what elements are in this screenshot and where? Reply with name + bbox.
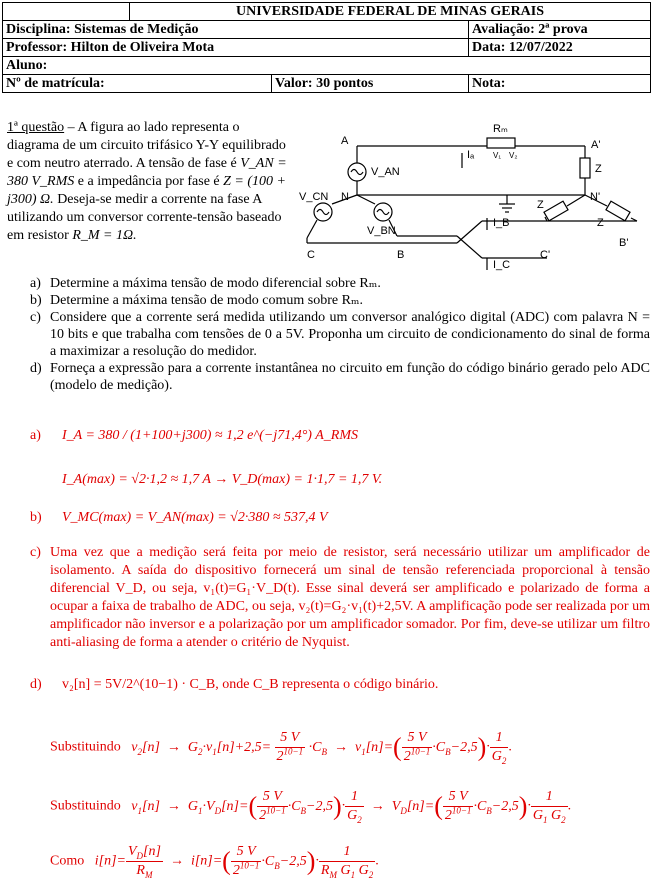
label-z-1: Z	[595, 163, 602, 175]
node-n-prime: N'	[590, 191, 601, 203]
value-field: Valor: 30 pontos	[272, 75, 469, 93]
label-v1: V₁	[493, 151, 502, 160]
label-v2: V₂	[509, 151, 518, 160]
label-z-3: Z	[597, 217, 604, 229]
list-item: d) Forneça a expressão para a corrente instantânea no circuito em função do código binário gerado pelo ADC (modelo de medição).	[30, 361, 650, 393]
subst-1-row: Substituindo $v_2[n] \to G_2\cdot v_1[n]+2,5=$ $\frac{5 V}{2^{10-1}}$ $\cdot C_B \to v_1[n]=$( $\frac{5 V}{2^{10-1}}$ $\cdot C_B-2,5)\cdot$ $\frac{1}{G_2}$ .	[50, 730, 512, 766]
question-items	[30, 275, 650, 394]
subst-2-label: Substituindo	[50, 798, 121, 814]
header-table	[2, 2, 651, 93]
node-b-prime: B'	[619, 237, 629, 249]
answer-b-label: b)	[30, 510, 42, 525]
discipline: Disciplina: Sistemas de Medição	[3, 21, 469, 39]
list-item: b) Determine a máxima tensão de modo comum sobre Rₘ.	[30, 293, 364, 308]
como-label: Como	[50, 853, 85, 869]
logo-cell	[3, 3, 130, 21]
answer-d-label: d)	[30, 677, 42, 692]
label-vbn: V_BN	[367, 225, 396, 237]
evaluation: Avaliação: 2ª prova	[469, 21, 651, 39]
node-n: N	[341, 191, 349, 203]
grade-field: Nota:	[469, 75, 651, 93]
label-rm: Rₘ	[493, 123, 508, 135]
answer-a-line2: I_A(max) = √2·1,2 ≈ 1,7 A → V_D(max) = 1·1,7 = 1,7 V.	[62, 472, 383, 487]
label-ic: I_C	[493, 259, 511, 271]
label-vcn: V_CN	[299, 191, 329, 203]
label-ib: I_B	[493, 217, 510, 229]
registration-field: Nº de matrícula:	[3, 75, 272, 93]
date: Data: 12/07/2022	[469, 39, 651, 57]
circuit-diagram	[297, 118, 649, 274]
answer-c-text: Uma vez que a medição será feita por meio de resistor, será necessário utilizar um amplificador de isolamento. A saída do dispositivo fornecerá um sinal de tensão referenciada proporcional à tensão diferencial V_D, ou seja, v₁(t)=G₁·V_D(t). Esse sinal deverá ser amplificado e polarizado de forma a ocupar a faixa de trabalho de ADC, ou seja, v₂(t)=G₂·v₁(t)+2,5V. A amplificação pode ser realizada por um amplificador não inversor e a polarização por um amplificador somador. Por fim, deve-se utilizar um filtro anti-aliasing de forma a atender o critério de Nyquist.	[50, 545, 650, 650]
answer-a-line1: I_A = 380 / (1+100+j300) ≈ 1,2 e^(−j71,4°) A_RMS	[62, 428, 358, 443]
node-a-prime: A'	[591, 139, 601, 151]
question-statement	[7, 119, 292, 245]
impedance-expression: Z = (100 + j300) Ω.	[7, 174, 286, 207]
university-name: UNIVERSIDADE FEDERAL DE MINAS GERAIS	[130, 3, 651, 21]
list-item: c) Considere que a corrente será medida utilizando um conversor analógico digital (ADC) com palavra N = 10 bits e que trabalha com tensões de 0 a 5V. Proponha um circuito de condicionamento do sinal de forma a maximizar a resolução do medidor.	[30, 310, 650, 359]
van-expression: V_AN = 380 V_RMS	[7, 156, 287, 189]
answer-b-line: V_MC(max) = V_AN(max) = √2·380 ≈ 537,4 V	[62, 510, 328, 525]
subst-1-label: Substituindo	[50, 739, 121, 755]
label-van: V_AN	[371, 166, 400, 178]
professor: Professor: Hilton de Oliveira Mota	[3, 39, 469, 57]
node-a: A	[341, 135, 349, 147]
question-text-1: – A figura ao lado representa o diagrama de um circuito trifásico Y-Y equilibrado e com neutro aterrado. A tensão de fase é	[7, 120, 286, 171]
question-text-2: e a impedância por fase é	[74, 174, 224, 189]
question-text-3: Deseja-se medir a corrente na fase A utilizando um conversor corrente-tensão baseado em resistor	[7, 192, 282, 243]
label-z-2: Z	[537, 199, 544, 211]
answer-c-label: c)	[30, 545, 41, 560]
subst-2-row: Substituindo $v_1[n] \to G_1\cdot V_D[n]=$( $\frac{5 V}{2^{10-1}}$ $\cdot C_B-2,5)\cdot$ $\frac{1}{G_2}$ → $V_D[n]=$( $\frac{5 V}{2^{10-1}}$ $\cdot C_B-2,5)\cdot$ $\frac{1}{G_1 G_2}$ .	[50, 789, 572, 825]
student-field: Aluno:	[3, 57, 651, 75]
rm-expression: R_M = 1Ω.	[72, 228, 137, 243]
question-number: 1ª questão	[7, 120, 65, 135]
answer-a-label: a)	[30, 428, 41, 443]
label-ia: Iₐ	[467, 149, 475, 161]
como-row: Como i[n]= $\frac{V_D[n]}{R_M}$ → i[n]=( $\frac{5 V}{2^{10-1}}$ $\cdot C_B-2,5)\cdot$ $\frac{1}{R_M G_1 G_2}$ .	[50, 844, 379, 880]
node-b: B	[397, 249, 405, 261]
node-c-prime: C'	[540, 249, 551, 261]
list-item: a) Determine a máxima tensão de modo diferencial sobre Rₘ.	[30, 276, 381, 291]
answer-d-line: v₂[n] = 5V/2^(10−1) · C_B, onde C_B representa o código binário.	[62, 677, 439, 692]
node-c: C	[307, 249, 315, 261]
